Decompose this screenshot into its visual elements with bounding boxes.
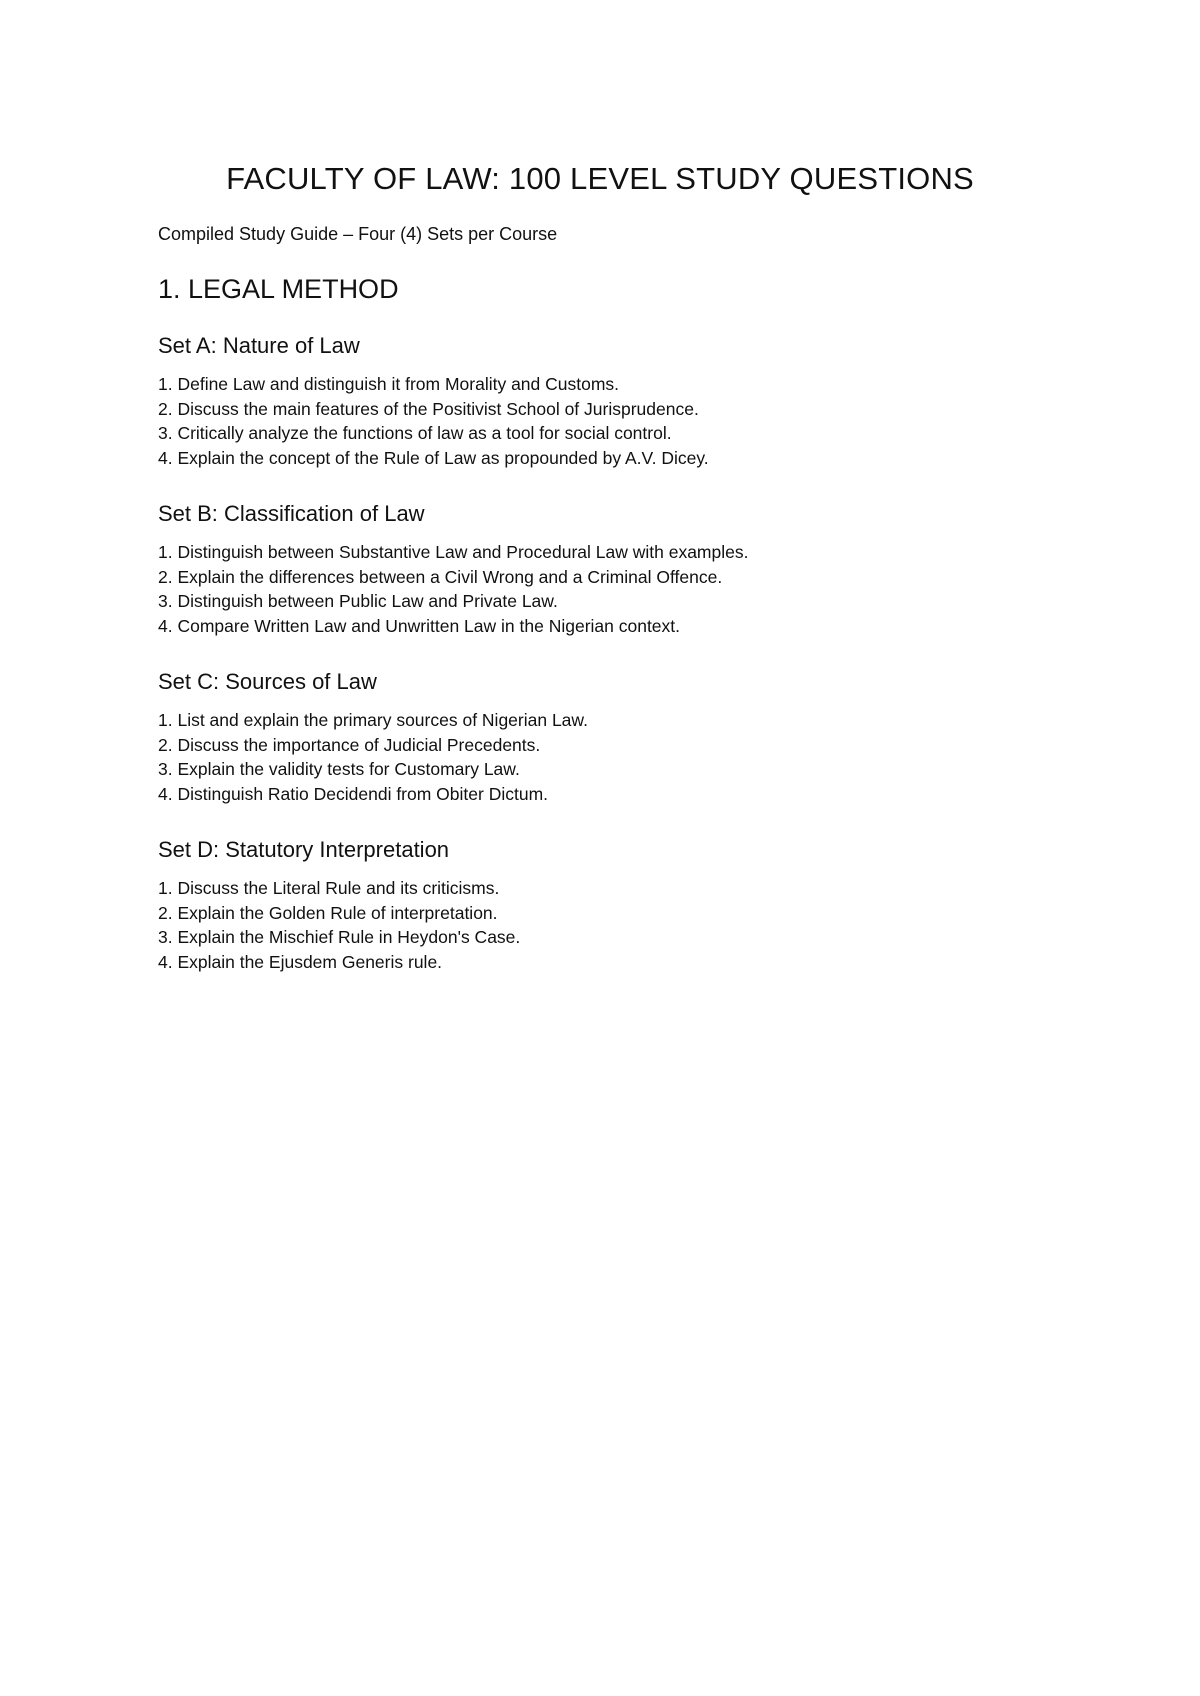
set-d-question-list <box>158 876 1080 974</box>
set-a-section <box>158 332 1080 470</box>
set-b-heading: Set B: Classification of Law <box>158 501 425 526</box>
question-item: 4. Compare Written Law and Unwritten Law in the Nigerian context. <box>158 615 681 636</box>
set-b-section <box>158 500 1080 638</box>
set-d-section <box>158 836 1080 974</box>
question-item: 2. Explain the differences between a Civil Wrong and a Criminal Offence. <box>158 566 723 587</box>
question-item: 4. Distinguish Ratio Decidendi from Obiter Dictum. <box>158 783 549 804</box>
set-a-heading: Set A: Nature of Law <box>158 333 360 358</box>
question-item: 4. Explain the concept of the Rule of Law as propounded by A.V. Dicey. <box>158 447 709 468</box>
document-subtitle: Compiled Study Guide – Four (4) Sets per Course <box>158 224 558 244</box>
question-item: 3. Explain the validity tests for Customary Law. <box>158 759 520 779</box>
question-item: 1. Distinguish between Substantive Law and Procedural Law with examples. <box>158 542 749 562</box>
question-item: 3. Distinguish between Public Law and Private Law. <box>158 591 558 611</box>
question-item: 2. Discuss the importance of Judicial Precedents. <box>158 734 541 755</box>
question-item: 1. Discuss the Literal Rule and its criticisms. <box>158 878 500 898</box>
question-item: 3. Critically analyze the functions of law as a tool for social control. <box>158 423 672 443</box>
set-b-question-list <box>158 540 1080 638</box>
set-a-question-list <box>158 372 1080 470</box>
set-c-section <box>158 668 1080 806</box>
question-item: 2. Discuss the main features of the Positivist School of Jurisprudence. <box>158 398 699 419</box>
set-d-heading: Set D: Statutory Interpretation <box>158 837 450 862</box>
question-item: 1. List and explain the primary sources of Nigerian Law. <box>158 710 588 730</box>
set-c-question-list <box>158 708 1080 806</box>
question-item: 4. Explain the Ejusdem Generis rule. <box>158 951 443 972</box>
question-item: 3. Explain the Mischief Rule in Heydon's Case. <box>158 927 521 947</box>
question-item: 2. Explain the Golden Rule of interpretation. <box>158 902 498 923</box>
question-item: 1. Define Law and distinguish it from Morality and Customs. <box>158 374 620 394</box>
document-title: FACULTY OF LAW: 100 LEVEL STUDY QUESTIONS <box>226 161 974 196</box>
set-c-heading: Set C: Sources of Law <box>158 669 377 694</box>
course-heading: 1. LEGAL METHOD <box>158 274 399 304</box>
